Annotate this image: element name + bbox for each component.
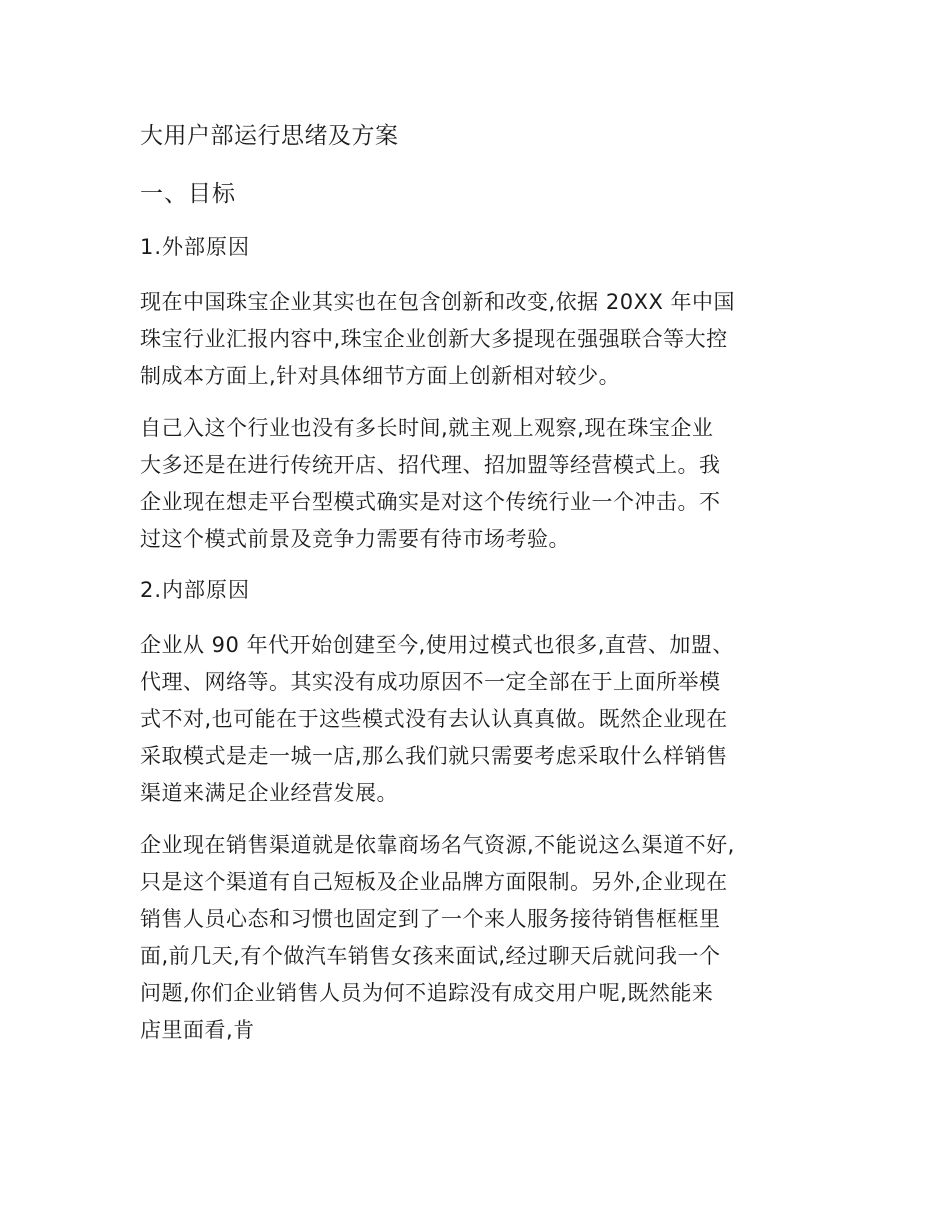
paragraph-line: 企业从 90 年代开始创建至今,使用过模式也很多,直营、加盟、 xyxy=(140,633,734,657)
paragraph-line: 过这个模式前景及竞争力需要有待市场考验。 xyxy=(140,527,570,551)
paragraph-line: 制成本方面上,针对具体细节方面上创新相对较少。 xyxy=(140,364,621,388)
paragraph-line: 现在中国珠宝企业其实也在包含创新和改变,依据 20XX 年中国 xyxy=(140,290,736,314)
paragraph-line: 销售人员心态和习惯也固定到了一个来人服务接待销售框框里 xyxy=(140,907,721,931)
paragraph-line: 珠宝行业汇报内容中,珠宝企业创新大多提现在强强联合等大控 xyxy=(140,327,728,351)
paragraph-2 xyxy=(140,410,840,558)
paragraph-3 xyxy=(140,627,840,812)
paragraph-4 xyxy=(140,827,840,1049)
paragraph-line: 企业现在想走平台型模式确实是对这个传统行业一个冲击。不 xyxy=(140,490,721,514)
document-title: 大用户部运行思绪及方案 xyxy=(140,123,399,149)
paragraph-line: 代理、网络等。其实没有成功原因不一定全部在于上面所举模 xyxy=(140,670,721,694)
paragraph-line: 面,前几天,有个做汽车销售女孩来面试,经过聊天后就问我一个 xyxy=(140,944,721,968)
section-heading-goal: 一、目标 xyxy=(140,181,236,207)
paragraph-line: 式不对,也可能在于这些模式没有去认认真真做。既然企业现在 xyxy=(140,707,728,731)
document-page xyxy=(140,118,840,1064)
paragraph-1 xyxy=(140,284,840,395)
paragraph-line: 采取模式是走一城一店,那么我们就只需要考虑采取什么样销售 xyxy=(140,744,728,768)
paragraph-line: 问题,你们企业销售人员为何不追踪没有成交用户呢,既然能来 xyxy=(140,981,714,1005)
paragraph-line: 只是这个渠道有自己短板及企业品牌方面限制。另外,企业现在 xyxy=(140,870,728,894)
paragraph-line: 自己入这个行业也没有多长时间,就主观上观察,现在珠宝企业 xyxy=(140,416,714,440)
paragraph-line: 渠道来满足企业经营发展。 xyxy=(140,781,398,805)
paragraph-line: 店里面看,肯 xyxy=(140,1018,255,1042)
paragraph-line: 大多还是在进行传统开店、招代理、招加盟等经营模式上。我 xyxy=(140,453,721,477)
paragraph-line: 企业现在销售渠道就是依靠商场名气资源,不能说这么渠道不好, xyxy=(140,833,735,857)
subheading-internal-reasons: 2.内部原因 xyxy=(140,578,251,602)
subheading-external-reasons: 1.外部原因 xyxy=(140,235,251,259)
